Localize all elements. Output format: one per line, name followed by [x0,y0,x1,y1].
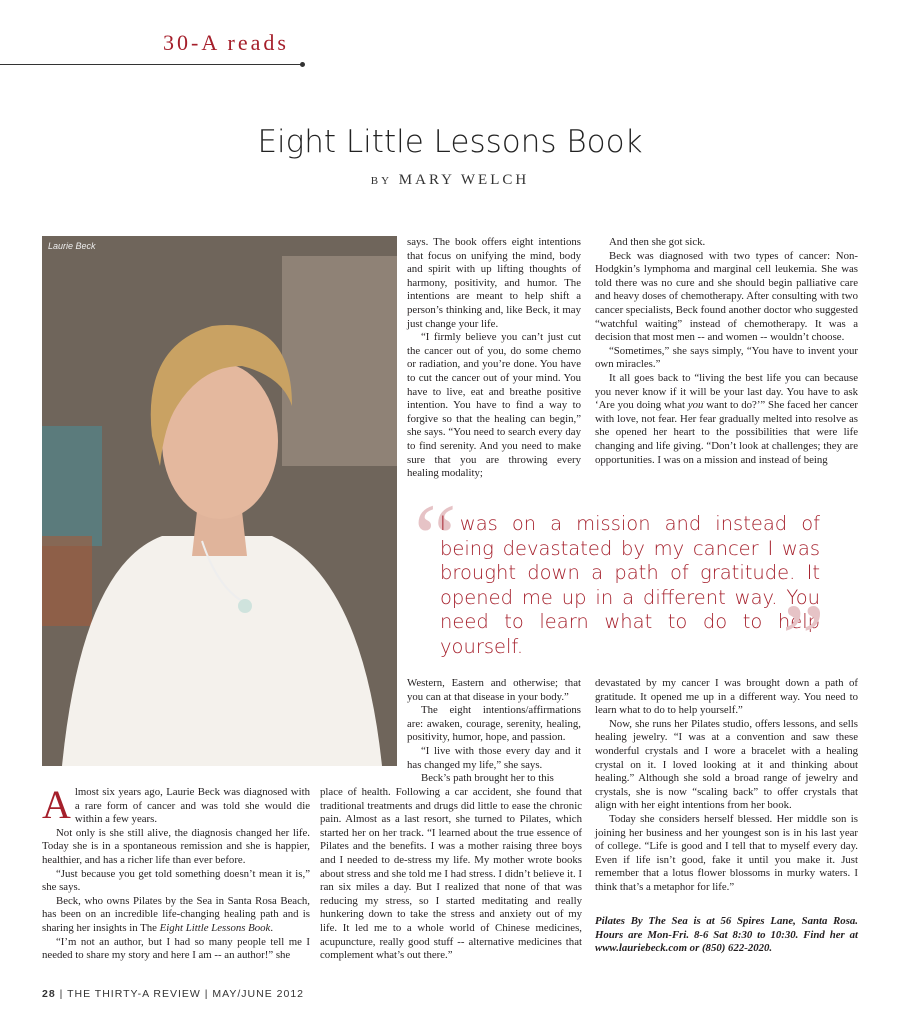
paragraph: Now, she runs her Pilates studio, offers lessons, and sells healing jewelry. “I was at a convention and saw these wonderful crystals and I wore a bracelet with a healing crystal on it. I loved looking at it and thinking about healing.” Although she sold a broad range of jewelry and crystals, she is now “scaling back” to offer crystals that align with her eight intentions from her book. [595,717,858,812]
paragraph: says. The book offers eight intentions that focus on unifying the mind, body and spirit with up lifting thoughts of harmony, positivity, and humor. The intentions are meant to help shift a person’s thinking and, like Beck, it may just change your life. [407,236,581,330]
close-quote-mark: ” [782,584,825,691]
byline [0,172,900,189]
paragraph [595,372,858,467]
paragraph: “I live with those every day and it has changed my life,” she says. [407,744,581,771]
page-footer [42,988,304,1000]
paragraph: “I’m not an author, but I had so many people tell me I needed to share my story and here I am -- an author!” she [42,935,310,962]
header-rule-dot [300,62,305,67]
paragraph: devastated by my cancer I was brought down a path of gratitude. It opened me up in a different way. You need to learn what to do to help yourself.” [595,677,858,717]
column-3-bottom [595,677,858,895]
footer-separator: | [59,988,64,1000]
paragraph: Today she considers herself blessed. Her middle son is joining her business and her youngest son is in his last year of college. “Life is good and I tell that to myself every day. Even if life isn’t good, fake it until you make it. Just remember that a lotus flower blossoms in murky waters. I think that’s a metaphor for life.” [595,812,858,893]
section-label: 30-A reads [163,30,289,55]
column-2-middle [407,677,581,786]
issue-date: MAY/JUNE 2012 [212,988,304,1000]
paragraph: The eight intentions/affirmations are: awaken, courage, serenity, healing, positivity, humor, hope, and passion. [407,704,581,744]
column-2-bottom [320,786,582,963]
drop-cap: A [42,782,71,827]
portrait-illustration [42,236,397,766]
page-number: 28 [42,988,56,1000]
paragraph: “Sometimes,” she says simply, “You have to invent your own miracles.” [595,344,858,371]
byline-prefix: BY [370,175,393,187]
text-run: Beck, who owns Pilates by the Sea in Santa Rosa Beach, has been on an incredible life-changing healing path and is sharing her insights in The [42,894,310,934]
author-photo [42,236,397,766]
text-run: lmost six years ago, Laurie Beck was diagnosed with a rare form of cancer and was told she would die within a few years. [74,786,310,826]
book-title: Eight Little Lessons Book [159,921,271,934]
paragraph: Not only is she still alive, the diagnosis changed her life. Today she is in a spontaneous remission and she is happier, healthier, and has a richer life than ever before. [42,826,310,866]
paragraph: And then she got sick. [609,236,706,248]
footer-separator: | [204,988,209,1000]
paragraph: “I firmly believe you can’t just cut the cancer out of you, do some chemo or radiation, and you’re done. You have to cut the cancer out of your mind. You have to live, eat and breathe positive intention. You have to find a way to forgive so that the healing can begin,” she says. “You need to search every day to find serenity. And you need to make sure that you are throwing every healing modality; [407,331,581,480]
paragraph: “Just because you get told something doesn’t mean it is,” she says. [42,867,310,894]
text-run: want to do?’” She faced her cancer with love, not fear. Her fear gradually melted into resolve as she opened her heart to the possibilities that were life changing and life giving. “Don’t look at challenges; they are opportunities. I was on a mission and instead of being [595,399,858,466]
paragraph: Beck’s path brought her to this [421,772,554,785]
paragraph [42,782,310,827]
byline-name: MARY WELCH [398,172,530,188]
paragraph: place of health. Following a car accident, she found that traditional treatments and drugs did little to ease the chronic pain. Almost as a last resort, she turned to Pilates, which started her on her track. “I learned about the true essence of Pilates and the benefits. I was a mother raising three boys and I needed to de-stress my life. My mother wrote books about stress and she told me I had stress. I didn’t believe it. I ran six miles a day. But I realized that none of that was reducing my stress, so I started meditating and really hunkering down to take the stress and anxiety out of my life. It led me to a whole world of Chinese medicines, acupuncture, really good stuff -- alternative medicines that complement what’s out there.” [320,786,582,962]
photo-caption: Laurie Beck [48,241,96,251]
text-run: . [270,921,274,934]
paragraph [42,895,310,936]
publication-name: THE THIRTY-A REVIEW [67,988,201,1000]
header-rule [0,64,302,65]
emphasis: you [687,399,704,412]
column-3-top [595,236,858,467]
studio-info: Pilates By The Sea is at 56 Spires Lane, Santa Rosa. Hours are Mon-Fri. 8-6 Sat 8:30 to 10:30. Find her at www.lauriebeck.com or (850) 622-2020. [595,915,858,955]
article-title: Eight Little Lessons Book [257,124,643,160]
column-1 [42,782,310,963]
paragraph: Western, Eastern and otherwise; that you can at that disease in your body.” [407,677,581,703]
paragraph: Beck was diagnosed with two types of cancer: Non-Hodgkin’s lymphoma and marginal cell leukemia. She was told there was no cure and she should begin palliative care and heavy doses of chemotherapy. After consulting with two cancer specialists, Beck found another doctor who suggested “watchful waiting” instead of chemotherapy. It was a decision that most men -- and women -- wouldn’t choose. [595,249,858,344]
column-2-top [407,236,581,481]
pull-quote: I was on a mission and instead of being devastated by my cancer I was brought down a path of gratitude. It opened me up in a different way. You need to learn what to do to help yourself. [440,512,820,658]
open-quote-mark: “ [414,484,457,591]
text-run: It all goes back to “living the best life you can because you never know if it will be your last day. You have to ask ‘Are you doing what [595,371,858,412]
